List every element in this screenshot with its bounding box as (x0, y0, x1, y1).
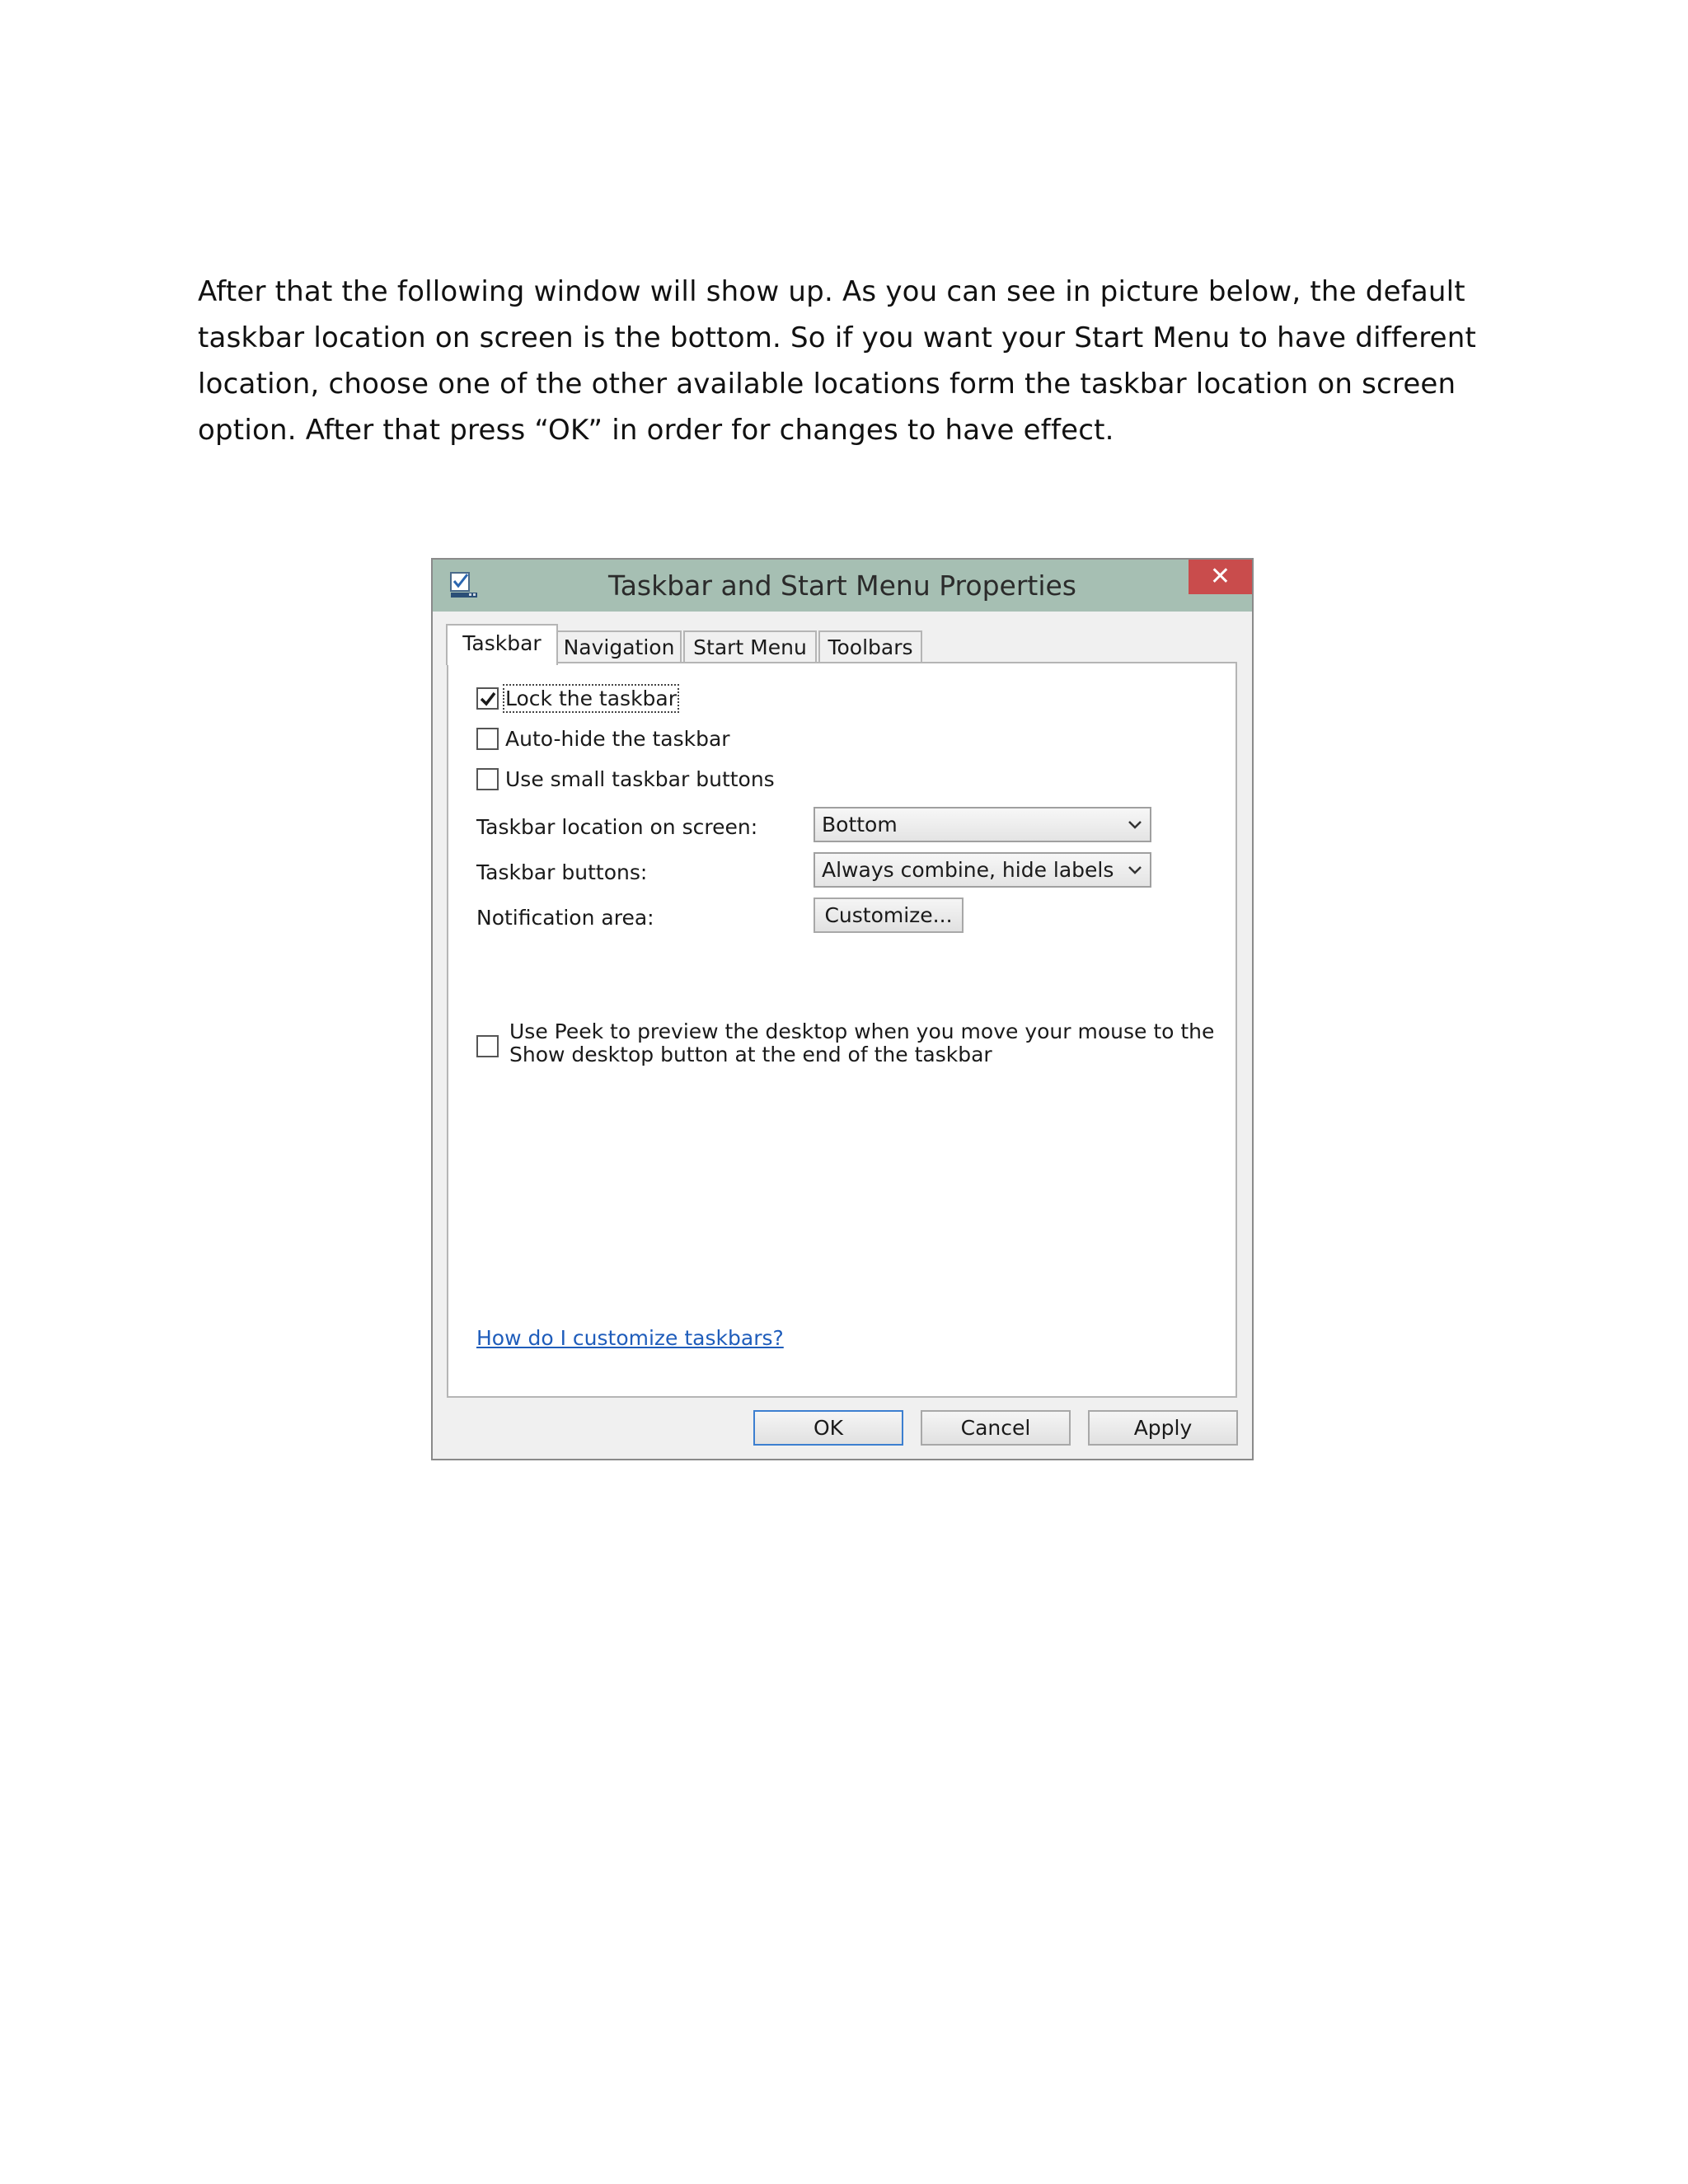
small-buttons-checkbox[interactable] (476, 768, 499, 790)
chevron-down-icon (1127, 817, 1143, 833)
taskbar-buttons-label: Taskbar buttons: (476, 860, 648, 884)
taskbar-buttons-value: Always combine, hide labels (822, 858, 1114, 882)
paragraph-line: taskbar location on screen is the bottom. So if you want your Start Menu to have different (198, 321, 1477, 354)
paragraph-line: After that the following window will show up. As you can see in picture below, the default (198, 275, 1465, 308)
small-buttons-option[interactable] (476, 766, 775, 791)
taskbar-buttons-select[interactable] (814, 852, 1151, 888)
peek-label-line: Use Peek to preview the desktop when you move your mouse to the (509, 1019, 1215, 1043)
dialog-title: Taskbar and Start Menu Properties (608, 569, 1076, 602)
lock-taskbar-label: Lock the taskbar (505, 686, 678, 710)
lock-taskbar-option[interactable] (476, 685, 677, 710)
taskbar-location-value: Bottom (822, 813, 898, 837)
cancel-button[interactable]: Cancel (921, 1410, 1071, 1446)
title-bar[interactable] (433, 560, 1252, 612)
help-link[interactable]: How do I customize taskbars? (476, 1326, 784, 1350)
taskbar-properties-dialog (431, 558, 1254, 1460)
peek-label-line: Show desktop button at the end of the taskbar (509, 1043, 992, 1066)
autohide-checkbox[interactable] (476, 728, 499, 750)
close-button[interactable] (1189, 560, 1252, 594)
paragraph-line: option. After that press “OK” in order for changes to have effect. (198, 414, 1114, 447)
autohide-option[interactable] (476, 725, 730, 751)
small-buttons-label: Use small taskbar buttons (505, 766, 775, 791)
peek-checkbox[interactable] (476, 1035, 499, 1057)
tab-navigation[interactable]: Navigation (556, 630, 682, 662)
document-paragraph (198, 269, 1477, 453)
taskbar-location-label: Taskbar location on screen: (476, 815, 758, 839)
notification-area-label: Notification area: (476, 906, 654, 930)
taskbar-location-select[interactable] (814, 807, 1151, 842)
peek-label (509, 1020, 1214, 1066)
paragraph-line: location, choose one of the other available locations form the taskbar location on screen (198, 368, 1456, 401)
tab-taskbar[interactable]: Taskbar (446, 624, 558, 665)
autohide-label: Auto-hide the taskbar (505, 726, 730, 751)
peek-option[interactable] (476, 1033, 499, 1057)
checkmark-icon (479, 690, 497, 708)
chevron-down-icon (1127, 862, 1143, 879)
lock-taskbar-checkbox[interactable] (476, 687, 499, 710)
customize-button[interactable]: Customize... (814, 898, 964, 933)
ok-button[interactable]: OK (753, 1410, 903, 1446)
taskbar-tab-panel (447, 662, 1237, 1398)
apply-button[interactable]: Apply (1088, 1410, 1238, 1446)
tab-toolbars[interactable]: Toolbars (818, 630, 922, 662)
close-icon: ✕ (1209, 562, 1231, 591)
tab-start-menu[interactable]: Start Menu (683, 630, 817, 662)
